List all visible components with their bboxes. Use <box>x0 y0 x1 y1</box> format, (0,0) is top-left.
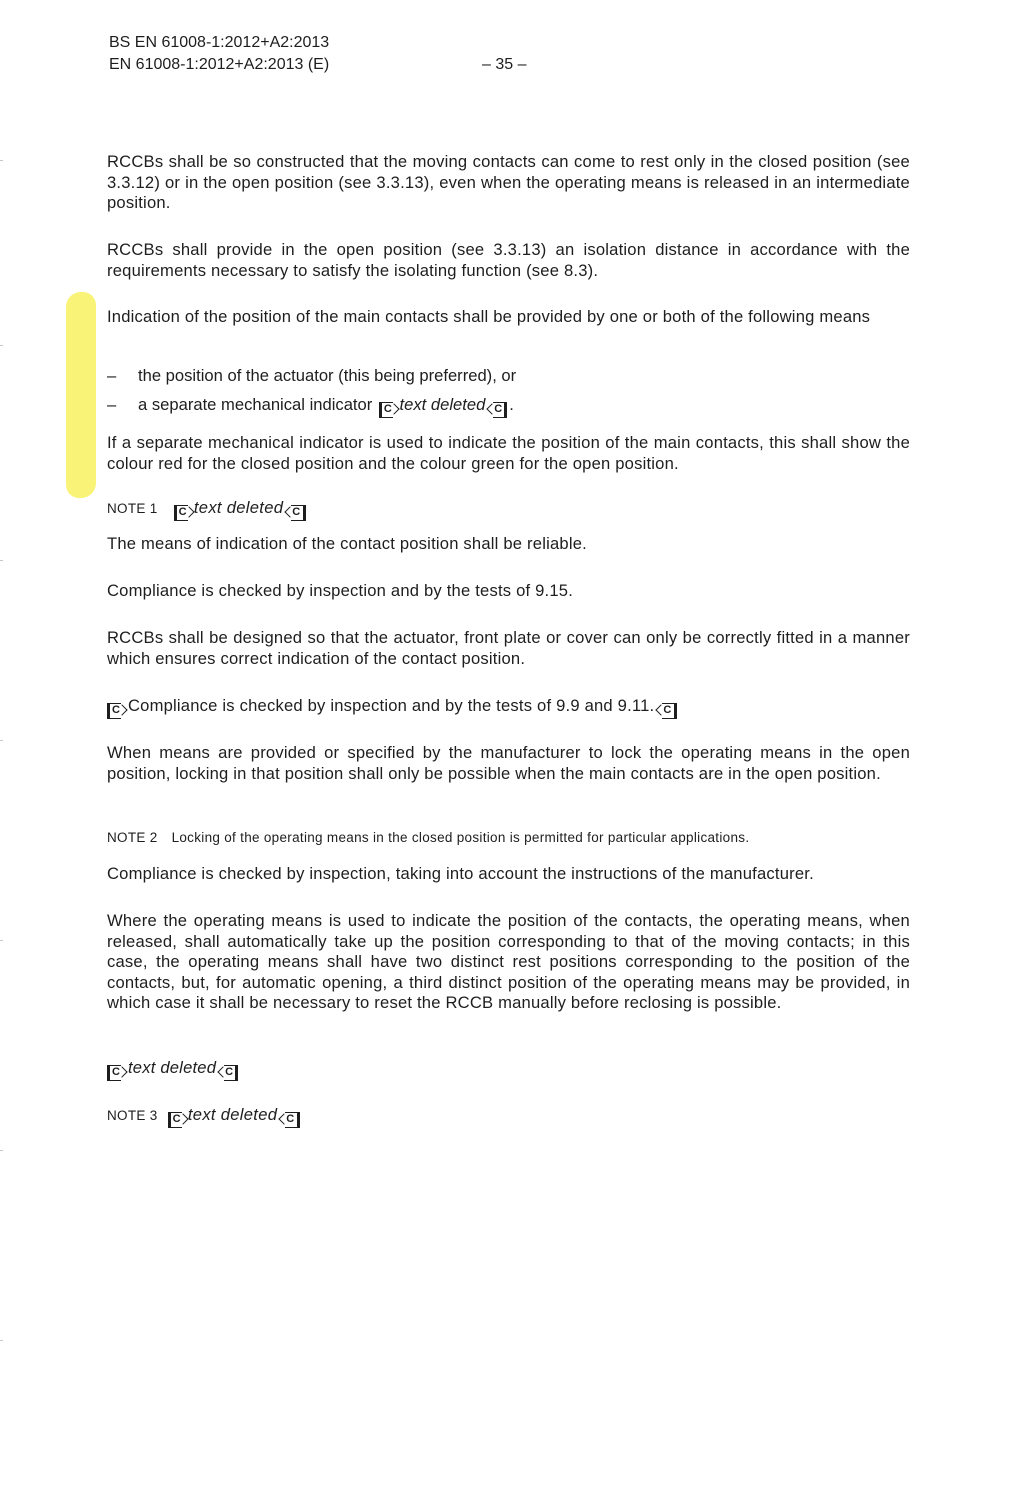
paragraph-isolation-distance: RCCBs shall provide in the open position (see 3.3.13) an isolation distance in accordance with the requirements necessary to satisfy the isolating function (see 8.3). <box>107 240 910 280</box>
list-item-text: a separate mechanical indicator <box>138 395 373 414</box>
amendment-close-icon: C <box>493 402 507 418</box>
note-3 <box>107 1106 302 1128</box>
paragraph-deleted <box>107 1058 910 1081</box>
amendment-open-icon: C <box>107 703 121 719</box>
list-item <box>107 395 514 418</box>
amendment-close-icon: C <box>291 505 305 521</box>
list-item <box>107 366 516 386</box>
margin-tick <box>0 1150 3 1151</box>
note-2 <box>107 829 749 847</box>
deleted-text: text deleted <box>187 1105 278 1124</box>
margin-tick <box>0 345 3 346</box>
margin-tick <box>0 1340 3 1341</box>
paragraph-compliance-99-911 <box>107 696 910 719</box>
deleted-text: text deleted <box>127 1058 217 1077</box>
note-1 <box>107 499 308 521</box>
deleted-text: text deleted <box>193 498 284 517</box>
note-text: Locking of the operating means in the closed position is permitted for particular applications. <box>171 830 750 845</box>
margin-tick <box>0 160 3 161</box>
margin-tick <box>0 560 3 561</box>
list-item-end: . <box>509 395 514 414</box>
amendment-close-icon: C <box>224 1065 238 1081</box>
paragraph-actuator-fitting: RCCBs shall be designed so that the actuator, front plate or cover can only be correctly fitted in a manner which ensures correct indication of the contact position. <box>107 628 910 668</box>
amendment-open-icon: C <box>107 1065 121 1081</box>
paragraph-compliance-instructions: Compliance is checked by inspection, taking into account the instructions of the manufacturer. <box>107 864 814 883</box>
dash-bullet: – <box>107 366 117 385</box>
document-standard-id: BS EN 61008-1:2012+A2:2013 <box>109 34 330 51</box>
paragraph-locking: When means are provided or specified by the manufacturer to lock the operating means in the open position, locking in that position shall only be possible when the main contacts are in the open position. <box>107 743 910 783</box>
paragraph-compliance-915: Compliance is checked by inspection and by the tests of 9.15. <box>107 581 574 600</box>
amendment-close-icon: C <box>662 703 676 719</box>
paragraph-operating-means: Where the operating means is used to indicate the position of the contacts, the operating means, when released, shall automatically take up the position corresponding to that of the moving contacts; in this case, the operating means shall have two distinct rest positions corresponding to the position of the contacts, but, for automatic opening, a third distinct position of the operating means may be provided, in which case it shall be necessary to reset the RCCB manually before reclosing is possible. <box>107 911 910 1012</box>
paragraph-indication-means: Indication of the position of the main contacts shall be provided by one or both of the following means <box>107 307 871 326</box>
document-standard-id-en: EN 61008-1:2012+A2:2013 (E) <box>109 56 330 73</box>
note-label: NOTE 1 <box>107 501 158 516</box>
paragraph-contacts-rest: RCCBs shall be so constructed that the moving contacts can come to rest only in the closed position (see 3.3.12) or in the open position (see 3.3.13), even when the operating means is released in an intermediate position. <box>107 152 910 212</box>
margin-tick <box>0 740 3 741</box>
margin-tick <box>0 940 3 941</box>
list-item-text: the position of the actuator (this being preferred), or <box>138 366 517 385</box>
yellow-highlighter-mark <box>66 291 96 499</box>
page-number: – 35 – <box>482 56 527 73</box>
dash-bullet: – <box>107 395 117 414</box>
note-label: NOTE 3 <box>107 1108 158 1123</box>
paragraph-reliable: The means of indication of the contact position shall be reliable. <box>107 534 587 553</box>
deleted-text: text deleted <box>399 395 486 414</box>
amendment-close-icon: C <box>285 1112 299 1128</box>
compliance-text: Compliance is checked by inspection and by the tests of 9.9 and 9.11. <box>127 696 655 715</box>
amendment-open-icon: C <box>379 402 393 418</box>
paragraph-indicator-colour: If a separate mechanical indicator is used to indicate the position of the main contacts, this shall show the colour red for the closed position and the colour green for the open position. <box>107 433 910 473</box>
amendment-open-icon: C <box>168 1112 182 1128</box>
note-label: NOTE 2 <box>107 830 158 845</box>
amendment-open-icon: C <box>174 505 188 521</box>
